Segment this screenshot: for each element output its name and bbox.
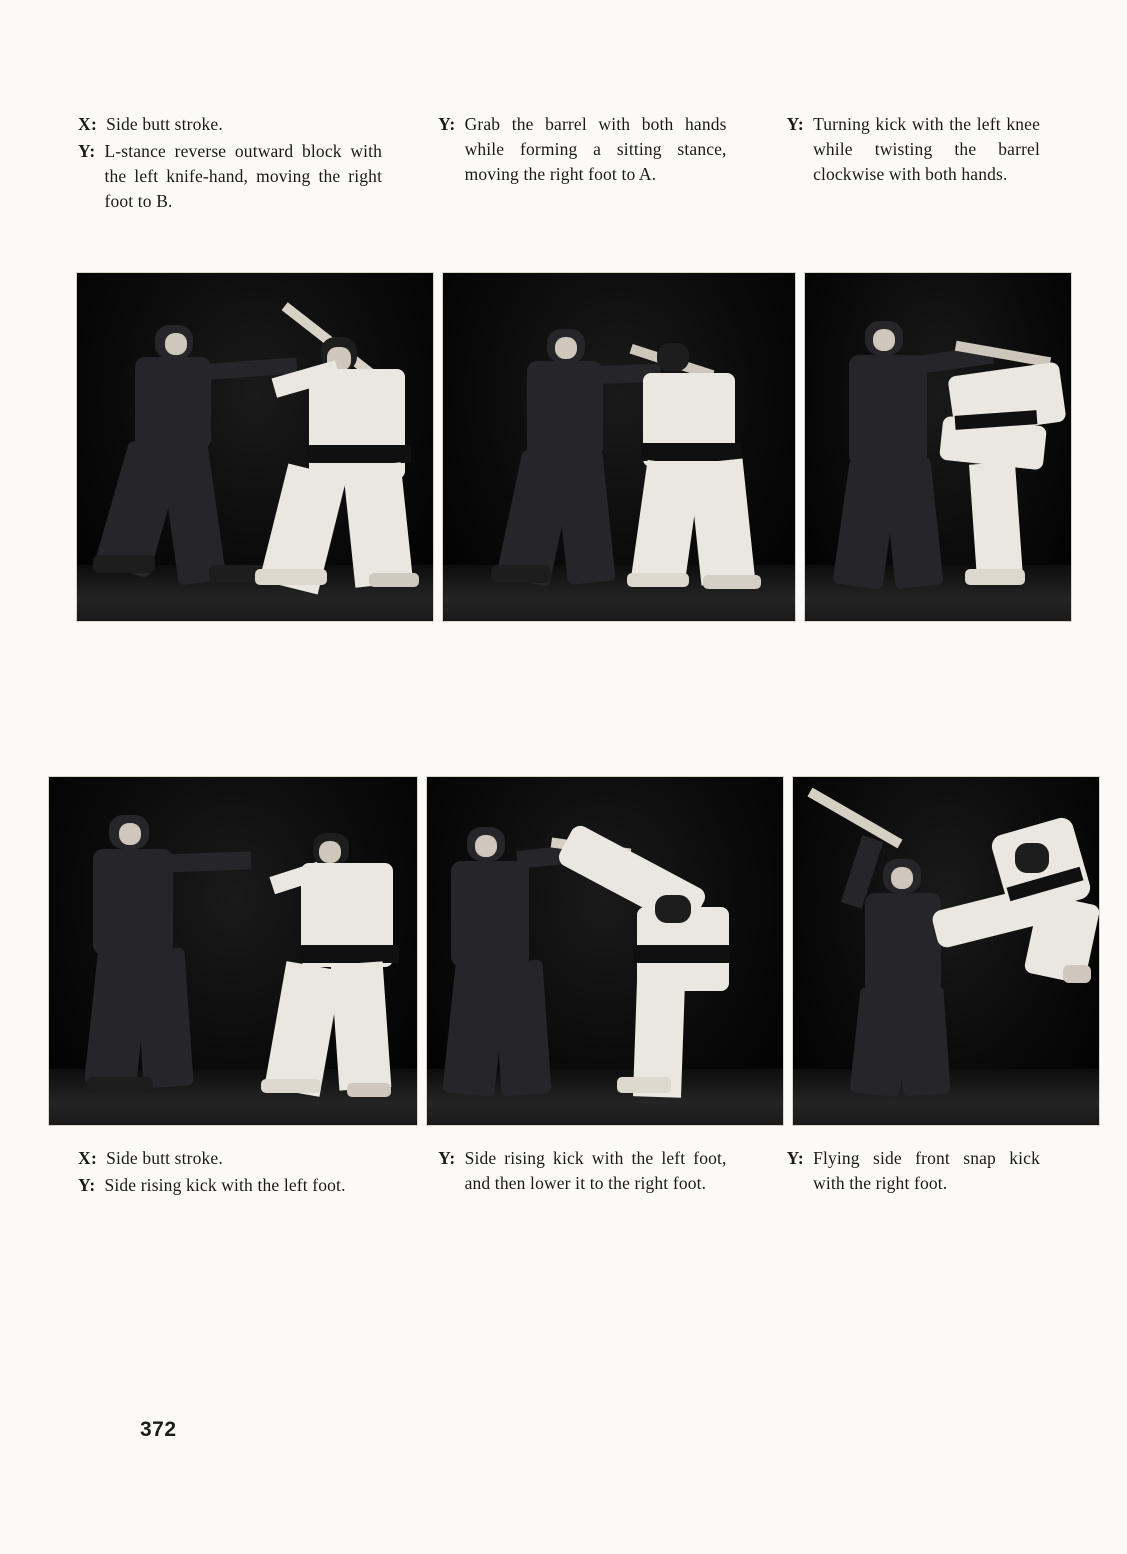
figure-foot	[261, 1079, 321, 1093]
caption-text: Side butt stroke.	[106, 1148, 223, 1168]
caption-text: Grab the barrel with both hands while forming a sitting stance, moving the right foot to A.	[464, 114, 727, 184]
figure-face	[319, 841, 341, 863]
photo-row-top	[76, 272, 1072, 622]
figure-foot	[255, 569, 327, 585]
figure-leg	[134, 947, 194, 1088]
caption-text: Turning kick with the left knee while twisting the barrel clockwise with both hands.	[813, 114, 1040, 184]
caption-text: Flying side front snap kick with the right foot.	[813, 1148, 1040, 1193]
caption-line	[78, 1173, 382, 1198]
belt	[633, 945, 729, 963]
page-number: 372	[140, 1418, 177, 1441]
caption-key: X:	[78, 114, 98, 134]
caption-line	[787, 112, 1040, 187]
caption-key: Y:	[786, 1148, 805, 1168]
belt	[307, 445, 411, 463]
figure-head	[657, 343, 689, 371]
caption-key: Y:	[78, 1174, 96, 1195]
figure-head	[1015, 843, 1049, 873]
caption-key: Y:	[78, 140, 96, 161]
figure-foot	[617, 1077, 671, 1093]
figure-face	[119, 823, 141, 845]
caption-block-6	[745, 1146, 1058, 1200]
caption-text: Side rising kick with the left foot.	[104, 1174, 346, 1195]
photo-top-3	[804, 272, 1072, 622]
figure-foot	[87, 1077, 153, 1093]
caption-block-4	[78, 1146, 400, 1200]
caption-text: Side butt stroke.	[106, 114, 223, 134]
belt	[299, 945, 399, 963]
photo-bottom-3	[792, 776, 1100, 1126]
caption-key: Y:	[438, 114, 456, 134]
caption-block-5	[400, 1146, 745, 1200]
photo-bottom-2	[426, 776, 784, 1126]
photo-row-bottom	[48, 776, 1100, 1126]
figure-foot	[627, 573, 689, 587]
figure-foot	[369, 573, 419, 587]
caption-key: X:	[78, 1148, 98, 1168]
photo-top-2	[442, 272, 796, 622]
caption-line	[78, 1146, 382, 1171]
caption-line	[78, 139, 382, 214]
figure-foot	[703, 575, 761, 589]
figure-foot	[491, 565, 551, 583]
figure-foot	[965, 569, 1025, 585]
figure-leg	[895, 985, 950, 1096]
figure-leg	[969, 462, 1023, 581]
caption-key: Y:	[786, 114, 805, 134]
figure-leg	[492, 959, 551, 1096]
caption-key: Y:	[438, 1148, 456, 1168]
caption-line	[78, 112, 382, 137]
figure-face	[555, 337, 577, 359]
figure-head	[655, 895, 691, 923]
photo-top-1	[76, 272, 434, 622]
caption-text: L-stance reverse outward block with the left knife-hand, moving the right foot to B.	[104, 140, 383, 211]
belt	[641, 443, 741, 461]
caption-line	[787, 1146, 1040, 1196]
figure-torso	[865, 893, 941, 993]
caption-row-top	[78, 112, 1058, 215]
caption-block-3	[745, 112, 1058, 215]
figure-leg	[331, 961, 392, 1090]
figure-face	[873, 329, 895, 351]
caption-block-2	[400, 112, 745, 215]
figure-torso	[451, 861, 529, 967]
photo-bottom-1	[48, 776, 418, 1126]
figure-foot	[93, 555, 155, 573]
caption-line	[438, 1146, 727, 1196]
figure-face	[165, 333, 187, 355]
figure-leg	[343, 462, 413, 587]
caption-line	[438, 112, 727, 187]
figure-arm	[161, 851, 252, 872]
figure-face	[475, 835, 497, 857]
caption-row-bottom	[78, 1146, 1058, 1200]
figure-face	[891, 867, 913, 889]
caption-text: Side rising kick with the left foot, and then lower it to the right foot.	[464, 1148, 727, 1193]
figure-foot	[1063, 965, 1091, 983]
caption-block-1	[78, 112, 400, 215]
figure-foot	[347, 1083, 391, 1097]
